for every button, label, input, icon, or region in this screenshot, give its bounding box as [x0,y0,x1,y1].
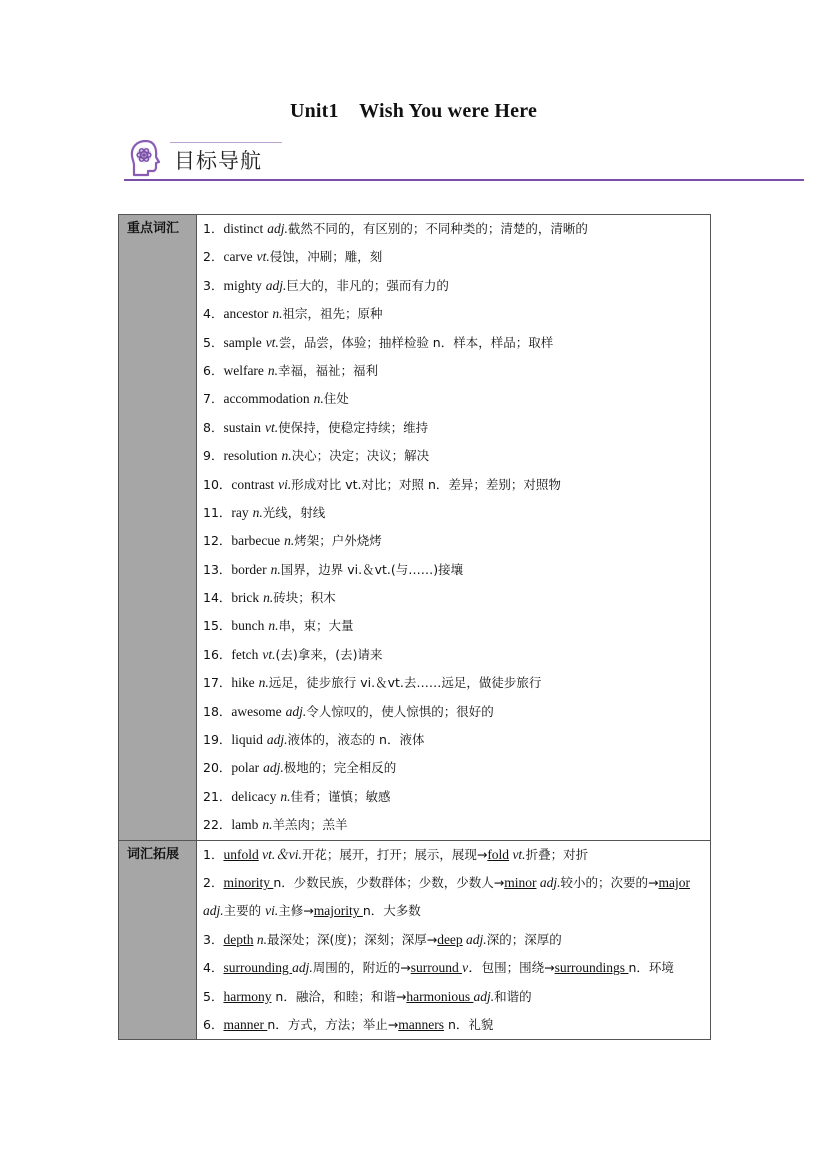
answer-word: surround [410,960,463,976]
item-definition: 决心；决定；决议；解决 [291,448,430,464]
item-pos: adj. [473,988,495,1004]
answer-word: major [658,875,690,890]
item-text: 融洽，和睦；和谐→ [295,988,407,1004]
category-cell: 词汇拓展 [119,840,197,1040]
item-pos: v． [462,960,482,976]
item-pos: adj. [285,703,307,719]
item-pos: adj. [266,732,288,748]
item-number: 8． [203,419,224,435]
answer-word: minority [223,875,274,890]
item-pos: n. [262,817,273,833]
list-item [203,442,704,470]
list-item [203,641,704,669]
item-word: lamb [231,817,259,833]
item-text: 主要的 [223,903,266,919]
item-definition: 串，束；大量 [278,618,354,634]
item-pos: n. [268,618,279,634]
item-pos: n. [270,561,281,577]
item-definition: 羊羔肉；羔羊 [272,817,348,833]
item-number: 2． [203,875,224,890]
answer-word: unfold [223,846,259,862]
item-number: 6． [203,362,224,378]
item-number: 11． [203,504,232,520]
item-definition: 液体的，液态的 n．液体 [287,732,425,748]
item-word: distinct [223,221,264,236]
item-word: fetch [231,646,259,662]
item-definition: 住处 [323,391,349,407]
item-word: ancestor [223,306,269,322]
item-pos: vt. [256,249,270,265]
item-text: 包围；围绕→ [481,960,555,976]
item-number: 19． [203,732,232,748]
list-item [203,954,704,982]
item-text: n． [271,988,296,1004]
item-word: mighty [223,277,262,293]
item-definition: 极地的；完全相反的 [283,760,397,776]
item-pos: vt. [264,419,279,435]
item-pos: n. [313,391,324,407]
item-definition: 截然不同的，有区别的；不同种类的；清楚的，清晰的 [287,221,588,236]
item-number: 6． [203,1017,224,1033]
list-item [203,414,704,442]
item-definition: 巨大的，非凡的；强而有力的 [286,277,449,293]
item-number: 9． [203,448,224,464]
item-word: brick [231,590,260,606]
item-pos: n. [272,306,283,322]
item-pos: vi. [265,903,279,919]
item-word: carve [223,249,253,265]
item-number: 4． [203,960,224,976]
list-item [203,698,704,726]
list-item [203,272,704,300]
item-definition: 尝，品尝，体验；抽样检验 n．样本，样品；取样 [278,334,554,350]
item-number: 14． [203,590,232,606]
list-item [203,556,704,584]
answer-word: harmony [223,988,272,1004]
list-item [203,471,704,499]
answer-word: deep [437,931,463,947]
item-text: 较小的；次要的→ [560,875,659,890]
item-definition: 幸福，福祉；福利 [278,362,379,378]
table-row [119,215,711,841]
item-text: 周围的，附近的→ [312,960,411,976]
item-number: 18． [203,703,232,719]
list-item [203,783,704,811]
list-item [203,811,704,839]
item-number: 10． [203,476,232,492]
item-pos: n. [267,362,279,378]
item-pos: n. [252,504,263,520]
list-item [203,329,704,357]
list-item [203,499,704,527]
item-pos: vt. [262,646,276,662]
item-text: n．大多数 [362,903,421,919]
entries-cell [197,840,711,1040]
item-pos: adj. [265,277,287,293]
item-pos: adj. [462,931,487,947]
item-number: 16． [203,646,232,662]
item-word: awesome [231,703,282,719]
item-text: 折叠；对折 [525,846,589,862]
item-text: 最深处；深(度)；深刻；深厚→ [266,931,438,947]
item-number: 1． [203,846,224,862]
list-item [203,754,704,782]
item-definition: 国界，边界 vi.＆vt.(与……)接壤 [280,561,464,577]
item-pos: vi. [278,476,292,492]
page-title: Unit1 Wish You were Here [289,100,538,122]
item-pos: n. [263,590,274,606]
item-pos: vt. [265,334,279,350]
answer-word: surrounding [223,960,293,976]
item-definition: 祖宗，祖先；原种 [282,306,383,322]
item-number: 2． [203,249,224,265]
item-word: sustain [223,419,261,435]
item-word: bunch [231,618,265,634]
item-number: 13． [203,561,232,577]
entries-cell [197,215,711,841]
answer-word: surroundings [554,960,629,976]
list-item [203,300,704,328]
item-text: n． [267,1017,288,1033]
item-pos: n. [258,675,269,691]
item-definition: 令人惊叹的，使人惊惧的；很好的 [306,703,494,719]
answer-word: depth [223,931,254,947]
item-number: 5． [203,334,224,350]
item-text: 礼貌 [468,1017,494,1033]
item-definition: 光线，射线 [262,504,326,520]
item-pos: adj. [263,760,284,776]
answer-word: majority [313,903,363,919]
item-number: 3． [203,931,224,947]
item-text: 开花；展开，打开；展示，展现→ [301,846,488,862]
list-item [203,841,704,869]
vocabulary-table [118,214,711,1040]
item-definition: (去)拿来，(去)请来 [275,646,383,662]
item-pos: adj. [203,903,224,919]
item-definition: 佳肴；谨慎；敏感 [290,788,391,804]
item-definition: 侵蚀，冲刷；雕，刻 [269,249,383,265]
item-pos: n. [284,533,295,549]
list-item [203,584,704,612]
item-pos: n. [281,448,292,464]
item-pos: adj. [536,875,561,890]
item-number: 17． [203,675,232,691]
list-item [203,1011,704,1039]
item-number: 5． [203,988,224,1004]
item-text: 方式，方法；举止→ [287,1017,399,1033]
item-text: n． [443,1017,469,1033]
answer-word: fold [487,846,510,862]
list-item [203,869,704,926]
item-word: resolution [223,448,278,464]
answer-word: minor [504,875,537,890]
list-item [203,926,704,954]
item-word: barbecue [231,533,281,549]
item-word: sample [223,334,262,350]
category-cell: 重点词汇 [119,215,197,841]
item-definition: 砖块；积木 [273,590,336,606]
item-definition: 形成对比 vt.对比；对照 n．差异；差别；对照物 [291,476,561,492]
item-word: ray [231,504,249,520]
list-item [203,243,704,271]
list-item [203,612,704,640]
answer-word: harmonious [406,988,474,1004]
item-word: welfare [223,362,264,378]
item-number: 12． [203,533,232,549]
item-word: liquid [231,732,263,748]
item-pos: n. [253,931,267,947]
banner-label: 目标导航 [174,149,262,173]
item-number: 21． [203,788,232,804]
item-text: 少数民族，少数群体；少数，少数人→ [293,875,505,890]
item-number: 3． [203,277,224,293]
item-word: border [231,561,267,577]
answer-word: manner [223,1017,268,1033]
item-definition: 远足，徒步旅行 vi.＆vt.去……远足，做徒步旅行 [268,675,542,691]
item-number: 22． [203,817,232,833]
table-row [119,840,711,1040]
item-number: 15． [203,618,232,634]
list-item [203,669,704,697]
list-item [203,726,704,754]
item-number: 1． [203,221,224,236]
item-text: 主修→ [278,903,314,919]
item-word: accommodation [223,391,310,407]
list-item [203,527,704,555]
list-item [203,983,704,1011]
item-definition: 使保持，使稳定持续；维持 [278,419,429,435]
item-pos: n. [280,788,291,804]
item-pos: vt. [509,846,526,862]
item-text: 深的；深厚的 [486,931,562,947]
item-word: hike [231,675,255,691]
item-number: 4． [203,306,224,322]
item-definition: 烤架；户外烧烤 [294,533,382,549]
item-pos: adj. [267,221,288,236]
item-text: 环境 [648,960,674,976]
item-text: n． [273,875,294,890]
section-banner [124,135,804,183]
item-text: 和谐的 [494,988,532,1004]
head-brain-icon [128,138,164,178]
item-word: delicacy [231,788,277,804]
item-word: polar [231,760,260,776]
answer-word: manners [398,1017,444,1033]
item-number: 20． [203,760,232,776]
item-pos: vt.＆vi. [258,846,302,862]
banner-rule [124,179,804,181]
item-text: n． [628,960,649,976]
list-item [203,357,704,385]
list-item [203,385,704,413]
list-item [203,215,704,243]
item-pos: adj. [292,960,313,976]
item-number: 7． [203,391,224,407]
item-word: contrast [231,476,275,492]
banner-top-rule [170,142,282,143]
